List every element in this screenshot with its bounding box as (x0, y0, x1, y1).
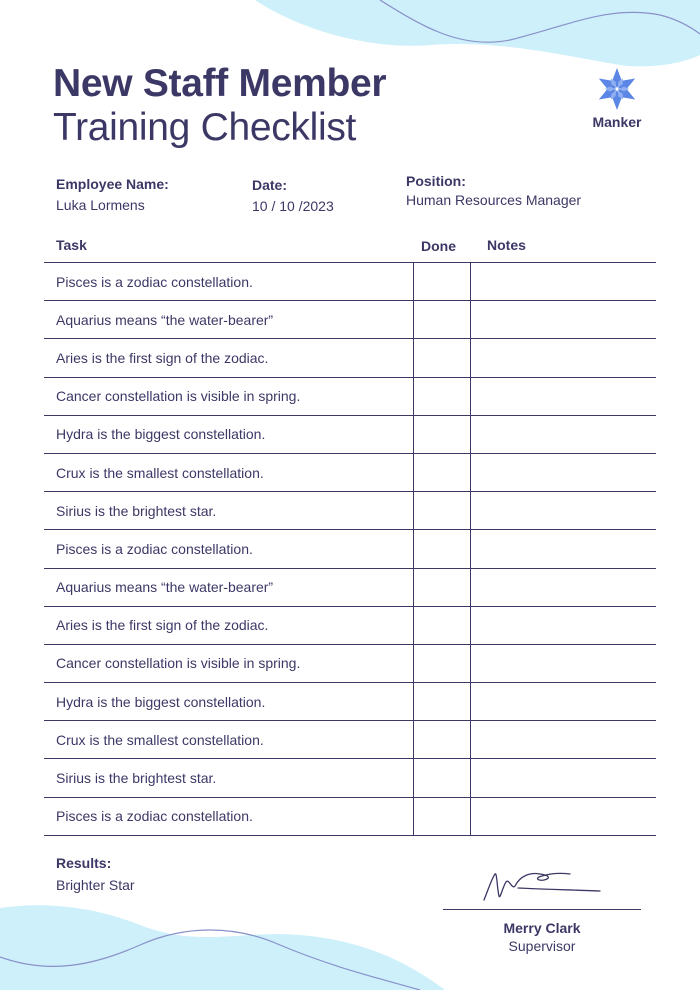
position-value: Human Resources Manager (406, 192, 582, 208)
done-checkbox-cell[interactable] (413, 569, 471, 606)
signature-line (443, 909, 641, 910)
notes-cell[interactable] (471, 530, 656, 567)
table-row (44, 721, 656, 759)
table-row (44, 607, 656, 645)
table-row (44, 798, 656, 836)
done-checkbox-cell[interactable] (413, 683, 471, 720)
notes-column-header: Notes (487, 237, 526, 253)
task-cell: Hydra is the biggest constellation. (56, 426, 266, 443)
checklist-table (44, 262, 656, 836)
notes-cell[interactable] (471, 339, 656, 376)
brand-name: Manker (592, 114, 642, 130)
done-checkbox-cell[interactable] (413, 721, 471, 758)
table-row (44, 645, 656, 683)
notes-cell[interactable] (471, 759, 656, 796)
done-checkbox-cell[interactable] (413, 492, 471, 529)
notes-cell[interactable] (471, 492, 656, 529)
position-label: Position: (406, 173, 466, 189)
done-checkbox-cell[interactable] (413, 530, 471, 567)
date-value: 10 / 10 /2023 (252, 198, 334, 214)
task-cell: Pisces is a zodiac constellation. (56, 273, 253, 290)
supervisor-role: Supervisor (508, 938, 576, 954)
table-row (44, 263, 656, 301)
brand-logo (585, 66, 649, 130)
task-cell: Sirius is the brightest star. (56, 770, 217, 787)
supervisor-name: Merry Clark (503, 920, 581, 936)
notes-cell[interactable] (471, 683, 656, 720)
table-row (44, 378, 656, 416)
notes-cell[interactable] (471, 378, 656, 415)
done-checkbox-cell[interactable] (413, 645, 471, 682)
task-cell: Aquarius means “the water-bearer” (56, 579, 274, 596)
task-cell: Aries is the first sign of the zodiac. (56, 617, 269, 634)
done-checkbox-cell[interactable] (413, 339, 471, 376)
bottom-wave-shape (0, 905, 445, 990)
table-row (44, 339, 656, 377)
flower-icon (594, 66, 640, 112)
notes-cell[interactable] (471, 454, 656, 491)
table-row (44, 301, 656, 339)
task-cell: Pisces is a zodiac constellation. (56, 808, 253, 825)
done-column-header: Done (421, 238, 456, 254)
task-cell: Crux is the smallest constellation. (56, 464, 264, 481)
date-label: Date: (252, 177, 288, 193)
task-cell: Aries is the first sign of the zodiac. (56, 349, 269, 366)
notes-cell[interactable] (471, 645, 656, 682)
employee-name-value: Luka Lormens (56, 197, 145, 213)
notes-cell[interactable] (471, 416, 656, 453)
task-cell: Cancer constellation is visible in spring. (56, 388, 301, 405)
notes-cell[interactable] (471, 569, 656, 606)
done-checkbox-cell[interactable] (413, 759, 471, 796)
done-checkbox-cell[interactable] (413, 416, 471, 453)
notes-cell[interactable] (471, 263, 656, 300)
task-cell: Aquarius means “the water-bearer” (56, 311, 274, 328)
task-cell: Hydra is the biggest constellation. (56, 693, 266, 710)
table-row (44, 569, 656, 607)
supervisor-signature (478, 862, 603, 904)
task-cell: Sirius is the brightest star. (56, 502, 217, 519)
top-wave-shape (255, 0, 700, 66)
page-subtitle: Training Checklist (53, 106, 357, 149)
table-row (44, 492, 656, 530)
results-value: Brighter Star (56, 877, 135, 893)
done-checkbox-cell[interactable] (413, 301, 471, 338)
task-cell: Crux is the smallest constellation. (56, 731, 264, 748)
employee-name-label: Employee Name: (56, 176, 169, 192)
done-checkbox-cell[interactable] (413, 607, 471, 644)
done-checkbox-cell[interactable] (413, 454, 471, 491)
table-row (44, 759, 656, 797)
table-row (44, 454, 656, 492)
table-row (44, 683, 656, 721)
done-checkbox-cell[interactable] (413, 378, 471, 415)
notes-cell[interactable] (471, 607, 656, 644)
notes-cell[interactable] (471, 721, 656, 758)
table-row (44, 530, 656, 568)
notes-cell[interactable] (471, 798, 656, 835)
task-cell: Cancer constellation is visible in spring. (56, 655, 301, 672)
notes-cell[interactable] (471, 301, 656, 338)
table-row (44, 416, 656, 454)
done-checkbox-cell[interactable] (413, 798, 471, 835)
page-title: New Staff Member (53, 62, 387, 105)
task-cell: Pisces is a zodiac constellation. (56, 540, 253, 557)
done-checkbox-cell[interactable] (413, 263, 471, 300)
results-label: Results: (56, 855, 112, 871)
task-column-header: Task (56, 237, 87, 253)
